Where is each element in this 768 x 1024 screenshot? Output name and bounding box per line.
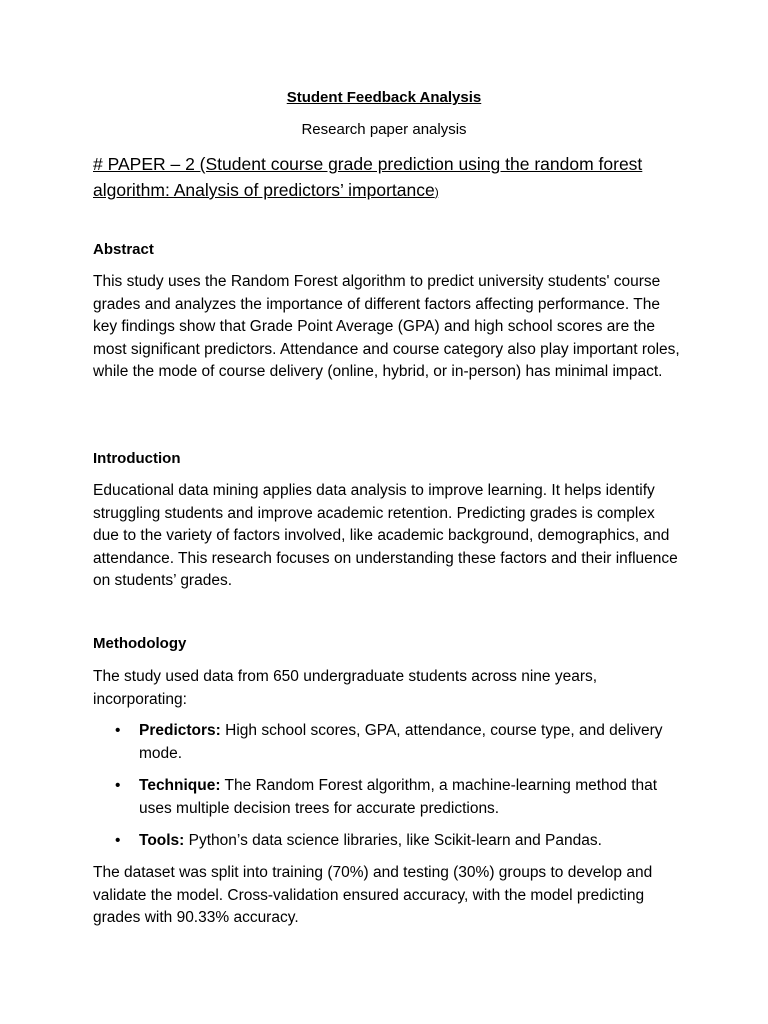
- abstract-body: This study uses the Random Forest algorithm to predict university students' course grades and analyzes the importance of different factors affecting performance. The key findings show that Grade Point Average (GPA) and high school scores are the most significant predictors. Attendance and course category also play important roles, while the mode of course delivery (online, hybrid, or in-person) has minimal impact.: [93, 273, 680, 380]
- bullet-text: Python’s data science libraries, like Scikit-learn and Pandas.: [184, 832, 602, 849]
- abstract-heading: Abstract: [93, 241, 154, 258]
- bullet-term: Tools:: [139, 832, 185, 849]
- methodology-bullet-list: [93, 720, 683, 863]
- bullet-icon: •: [115, 777, 121, 794]
- list-item: [93, 775, 683, 820]
- document-title: Student Feedback Analysis: [286, 89, 482, 106]
- bullet-term: Predictors:: [139, 722, 221, 739]
- methodology-intro: The study used data from 650 undergraduate students across nine years, incorporating:: [93, 668, 598, 708]
- bullet-text: The Random Forest algorithm, a machine-learning method that uses multiple decision trees for accurate predictions.: [139, 777, 658, 817]
- bullet-icon: •: [115, 722, 121, 739]
- methodology-closing: The dataset was split into training (70%) and testing (30%) groups to develop and validate the model. Cross-validation ensured accuracy, with the model predicting grades with 90.33% accuracy.: [93, 864, 653, 926]
- bullet-text: High school scores, GPA, attendance, course type, and delivery mode.: [139, 722, 663, 762]
- list-item: [93, 720, 683, 765]
- methodology-heading: Methodology: [93, 635, 187, 652]
- bullet-term: Technique:: [139, 777, 221, 794]
- introduction-body: Educational data mining applies data analysis to improve learning. It helps identify struggling students and improve academic retention. Predicting grades is complex due to the variety of factors involved, like academic background, demographics, and attendance. This research focuses on understanding these factors and their influence on students’ grades.: [93, 482, 678, 589]
- document-subtitle: Research paper analysis: [301, 121, 467, 138]
- paper-heading: [93, 151, 653, 205]
- introduction-heading: Introduction: [93, 450, 181, 467]
- list-item: [93, 830, 683, 853]
- paper-heading-text: # PAPER – 2 (Student course grade prediction using the random forest algorithm: Analysis of predictors’ importance: [93, 154, 643, 200]
- paper-heading-close-paren: ): [434, 185, 439, 199]
- bullet-icon: •: [115, 832, 121, 849]
